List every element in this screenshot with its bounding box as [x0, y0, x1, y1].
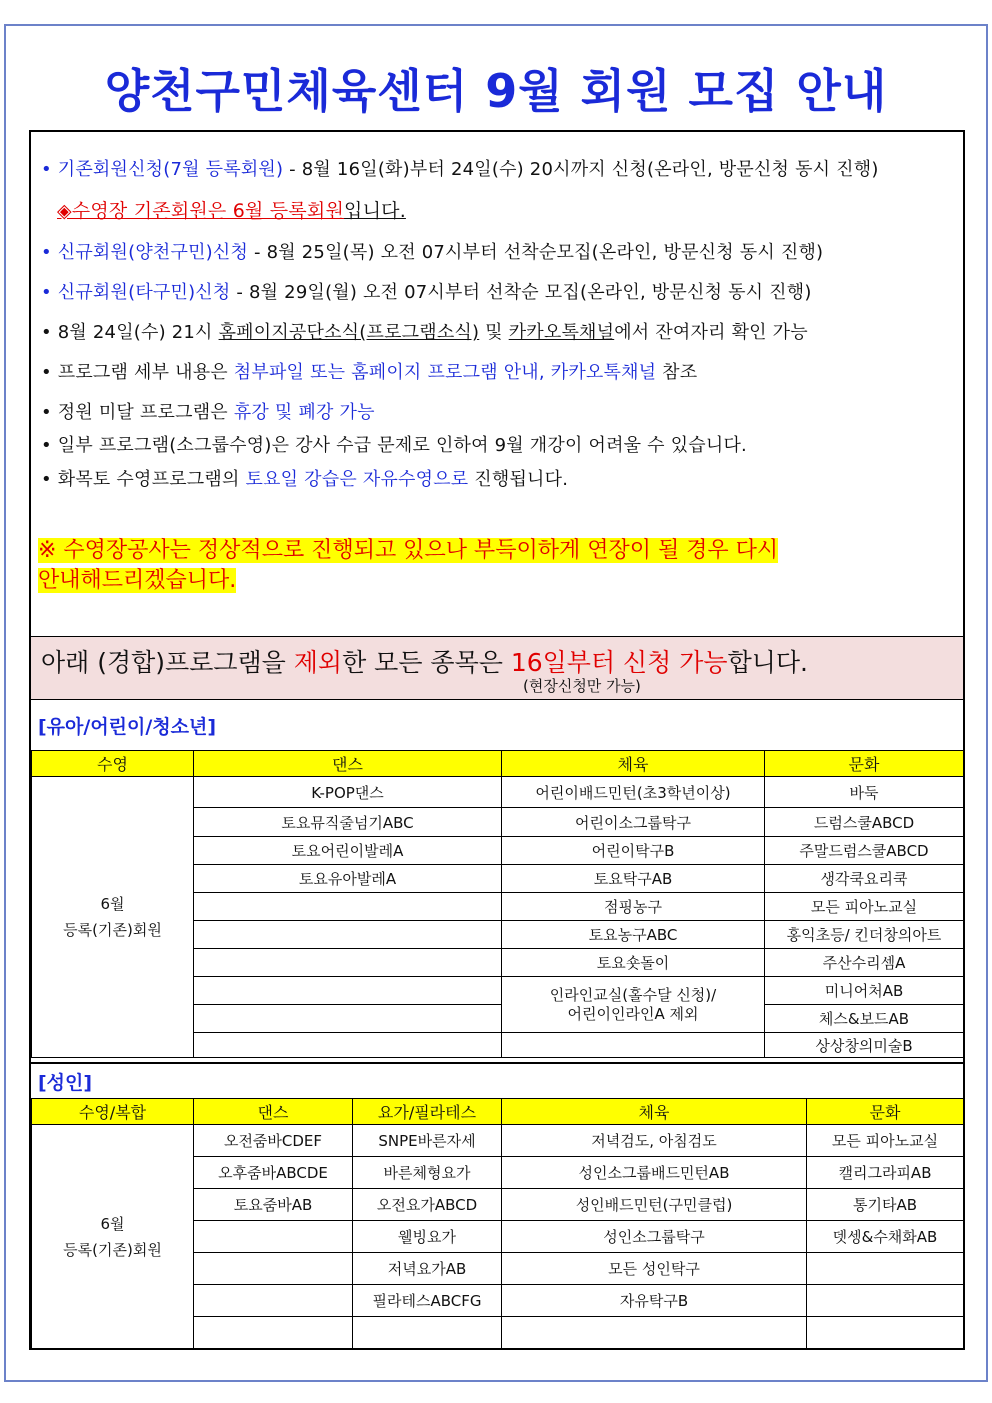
adult-swim-cell: 6월 등록(기존)회원: [32, 1125, 194, 1349]
notice-program-details: • 프로그램 세부 내용은 첨부파일 또는 홈페이지 프로그램 안내, 카카오톡채널 참조: [41, 362, 698, 383]
table-cell: 오전줌바CDEF: [194, 1125, 353, 1157]
table-cell: 자유탁구B: [502, 1285, 807, 1317]
adult-header-culture: 문화: [807, 1099, 964, 1125]
table-cell: 토요숏돌이: [502, 949, 765, 977]
notice-remaining-seats: • 8월 24일(수) 21시 홈페이지공단소식(프로그램소식) 및 카카오톡채널에서 잔여자리 확인 가능: [41, 322, 808, 343]
table-cell: 뎃셍&수채화AB: [807, 1221, 964, 1253]
banner-subtext: (현장신청만 가능): [523, 677, 641, 695]
table-cell: 상상창의미술B: [765, 1033, 964, 1058]
table-cell: [807, 1317, 964, 1349]
adult-header-swim: 수영/복합: [32, 1099, 194, 1125]
table-cell: 어린이탁구B: [502, 837, 765, 865]
construction-warning: ※ 수영장공사는 정상적으로 진행되고 있으나 부득이하게 연장이 될 경우 다시 안내해드리겠습니다.: [38, 538, 779, 593]
table-cell: 필라테스ABCFG: [353, 1285, 502, 1317]
table-cell: [194, 1253, 353, 1285]
table-cell: 바른체형요가: [353, 1157, 502, 1189]
table-cell: 어린이배드민턴(초3학년이상): [502, 777, 765, 808]
youth-program-table: [31, 750, 964, 1058]
table-cell: [194, 1005, 502, 1033]
table-cell: 성인배드민턴(구민클럽): [502, 1189, 807, 1221]
banner-text: 아래 (경합)프로그램을 제외한 모든 종목은 16일부터 신청 가능합니다.: [41, 648, 808, 677]
adult-header-dance: 댄스: [194, 1099, 353, 1125]
application-banner: [31, 636, 963, 700]
table-cell: [502, 1033, 765, 1058]
youth-header-swim: 수영: [32, 751, 194, 777]
youth-header-culture: 문화: [765, 751, 964, 777]
table-cell: 점핑농구: [502, 893, 765, 921]
table-cell: 웰빙요가: [353, 1221, 502, 1253]
table-cell: [194, 921, 502, 949]
table-cell: 미니어처AB: [765, 977, 964, 1005]
table-cell: 주말드럼스쿨ABCD: [765, 837, 964, 865]
table-cell: 저녁검도, 아침검도: [502, 1125, 807, 1157]
table-cell: 생각쿡요리쿡: [765, 865, 964, 893]
table-cell: 토요줌바AB: [194, 1189, 353, 1221]
table-cell: 토요농구ABC: [502, 921, 765, 949]
table-cell: 캘리그라피AB: [807, 1157, 964, 1189]
table-cell: [353, 1317, 502, 1349]
table-cell: [807, 1285, 964, 1317]
table-cell: 저녁요가AB: [353, 1253, 502, 1285]
adult-header-sports: 체육: [502, 1099, 807, 1125]
notice-new-nonresidents: • 신규회원(타구민)신청 - 8월 29일(월) 오전 07시부터 선착순 모집(온라인, 방문신청 동시 진행): [41, 282, 812, 303]
table-cell: SNPE바른자세: [353, 1125, 502, 1157]
table-cell: 어린이소그룹탁구: [502, 808, 765, 837]
section-adult: [성인]: [38, 1072, 93, 1094]
notice-cancellation: • 정원 미달 프로그램은 휴강 및 폐강 가능: [41, 402, 375, 423]
table-cell: 모든 피아노교실: [765, 893, 964, 921]
table-cell: [194, 1317, 353, 1349]
section-divider: [31, 1062, 963, 1064]
notice-small-group-swim: • 일부 프로그램(소그룹수영)은 강사 수급 문제로 인하여 9월 개강이 어려울 수 있습니다.: [41, 435, 747, 456]
table-cell: [502, 1317, 807, 1349]
table-cell: 성인소그룹배드민턴AB: [502, 1157, 807, 1189]
table-cell: K-POP댄스: [194, 777, 502, 808]
youth-swim-cell: 6월 등록(기존)회원: [32, 777, 194, 1058]
page-title: 양천구민체육센터 9월 회원 모집 안내: [104, 64, 888, 118]
table-cell: 주산수리셈A: [765, 949, 964, 977]
table-cell: 모든 피아노교실: [807, 1125, 964, 1157]
table-cell: [194, 977, 502, 1005]
table-cell: 바둑: [765, 777, 964, 808]
table-cell: 체스&보드AB: [765, 1005, 964, 1033]
notice-swim-existing: ◈수영장 기존회원은 6월 등록회원입니다.: [57, 200, 406, 222]
table-cell: [194, 1285, 353, 1317]
youth-sports-note: 인라인교실(홀수달 신청)/ 어린이인라인A 제외: [502, 977, 765, 1033]
table-cell: [807, 1253, 964, 1285]
table-cell: 토요어린이발레A: [194, 837, 502, 865]
table-cell: 토요탁구AB: [502, 865, 765, 893]
table-cell: 홍익초등/ 킨더창의아트: [765, 921, 964, 949]
adult-program-table: [31, 1098, 964, 1349]
table-cell: [194, 1221, 353, 1253]
table-cell: [194, 949, 502, 977]
table-cell: 오전요가ABCD: [353, 1189, 502, 1221]
table-cell: 모든 성인탁구: [502, 1253, 807, 1285]
table-cell: 성인소그룹탁구: [502, 1221, 807, 1253]
table-cell: 드럼스쿨ABCD: [765, 808, 964, 837]
youth-header-dance: 댄스: [194, 751, 502, 777]
table-cell: [194, 1033, 502, 1058]
adult-header-yoga: 요가/필라테스: [353, 1099, 502, 1125]
notice-existing-members: • 기존회원신청(7월 등록회원) - 8월 16일(화)부터 24일(수) 20시까지 신청(온라인, 방문신청 동시 진행): [41, 159, 879, 180]
table-cell: 토요유아발레A: [194, 865, 502, 893]
table-cell: 토요뮤직줄넘기ABC: [194, 808, 502, 837]
notice-saturday-swim: • 화목토 수영프로그램의 토요일 강습은 자유수영으로 진행됩니다.: [41, 469, 569, 490]
notice-new-residents: • 신규회원(양천구민)신청 - 8월 25일(목) 오전 07시부터 선착순모집(온라인, 방문신청 동시 진행): [41, 242, 824, 263]
table-cell: 오후줌바ABCDE: [194, 1157, 353, 1189]
youth-header-sports: 체육: [502, 751, 765, 777]
table-cell: 통기타AB: [807, 1189, 964, 1221]
section-youth: [유아/어린이/청소년]: [38, 716, 217, 738]
table-cell: [194, 893, 502, 921]
